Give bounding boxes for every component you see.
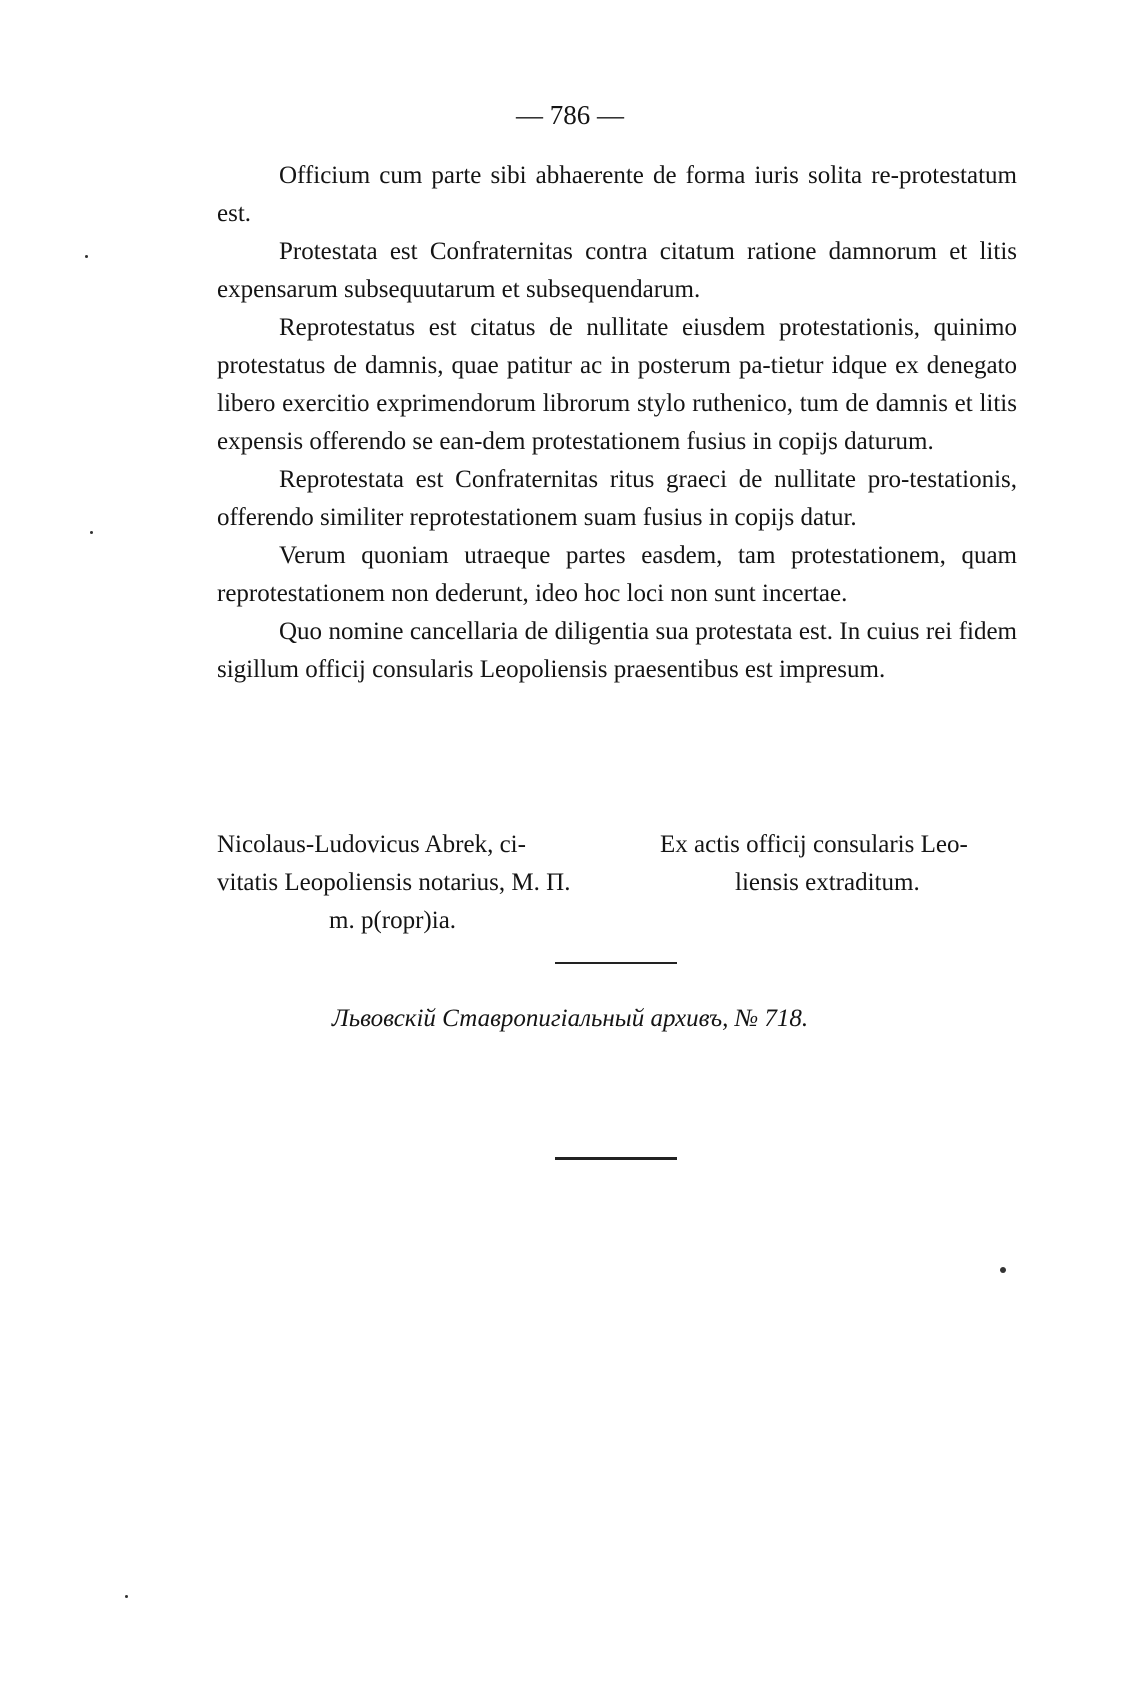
scan-speck xyxy=(125,1595,128,1598)
paragraph-3: Reprotestatus est citatus de nullitate eiusdem protestationis, quinimo protestatus de damnis, quae patitur ac in posterum pa-tietur idque ex denegato libero exercitio exprimendorum librorum stylo ruthenico, tum de damnis et litis expensis offerendo se ean-dem protestationem fusius in copijs daturum. xyxy=(217,314,1017,455)
signature-left-line-3: m. p(ropr)ia. xyxy=(329,907,457,934)
signature-left-line-2: vitatis Leopoliensis notarius, M. П. xyxy=(217,869,571,896)
scan-speck xyxy=(1000,1267,1006,1273)
paragraph-5: Verum quoniam utraeque partes easdem, tam protestationem, quam reprotestationem non dederunt, ideo hoc loci non sunt incertae. xyxy=(217,542,1017,607)
signature-left-line-1: Nicolaus-Ludovicus Abrek, ci- xyxy=(217,831,526,858)
end-rule xyxy=(555,1157,677,1160)
signature-left xyxy=(217,826,647,940)
signature-right-line-2: liensis extraditum. xyxy=(735,869,920,896)
source-citation: Львовскій Ставропигіальный архивъ, № 718. xyxy=(331,1005,809,1032)
paragraph-2: Protestata est Confraternitas contra citatum ratione damnorum et litis expensarum subsequutarum et subsequendarum. xyxy=(217,238,1017,303)
page-number: — 786 — xyxy=(516,100,624,130)
signature-right xyxy=(660,826,1020,902)
signature-right-line-1: Ex actis officij consularis Leo- xyxy=(660,831,968,858)
paragraph-6: Quo nomine cancellaria de diligentia sua protestata est. In cuius rei fidem sigillum officij consularis Leopoliensis praesentibus est impresum. xyxy=(217,618,1017,683)
separator-rule xyxy=(555,962,677,964)
paragraph-1: Officium cum parte sibi abhaerente de forma iuris solita re-protestatum est. xyxy=(217,162,1017,227)
paragraph-4: Reprotestata est Confraternitas ritus graeci de nullitate pro-testationis, offerendo similiter reprotestationem suam fusius in copijs datur. xyxy=(217,466,1017,531)
body-text xyxy=(217,157,1017,689)
scan-speck xyxy=(90,531,93,534)
scan-speck xyxy=(85,255,88,258)
